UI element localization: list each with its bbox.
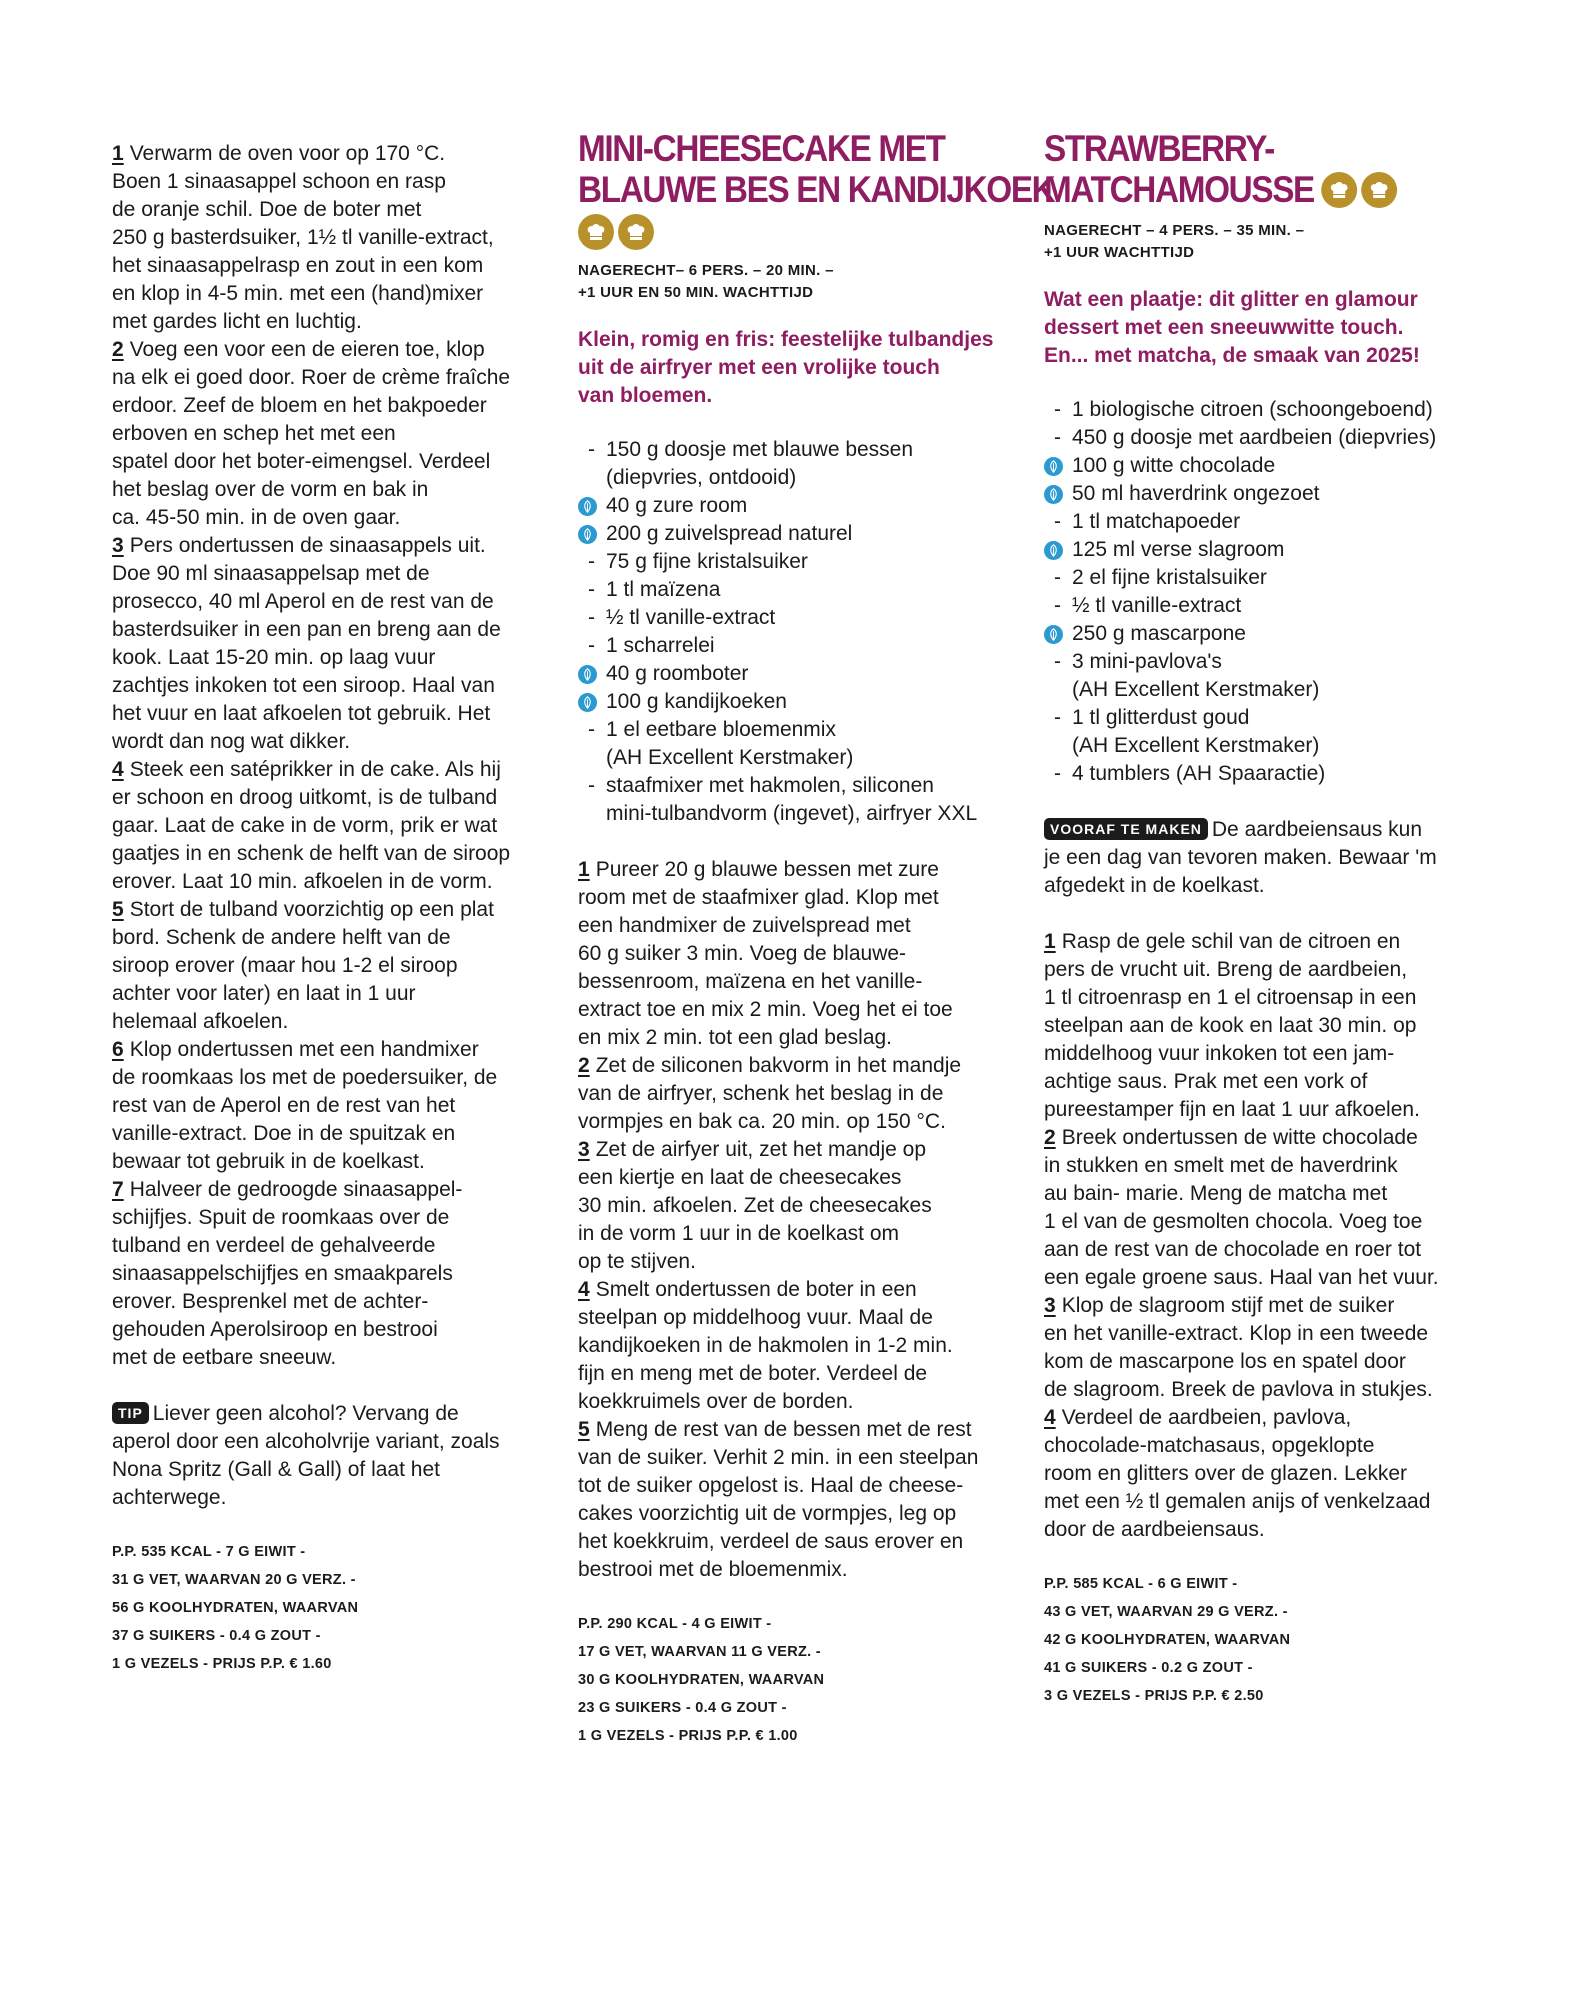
- step-text: Verwarm de oven voor op 170 °C. Boen 1 sinaasappel schoon en rasp de oranje schil. Doe de boter met 250 g basterdsuiker, 1½ tl vanille-extract, het sinaasappelrasp en zout in een kom en klop in 4-5 min. met een (hand)mixer met gardes licht en luchtig.: [112, 142, 494, 333]
- list-bullet: -: [588, 606, 595, 629]
- steps-list: [112, 140, 542, 1372]
- step: 4 Verdeel de aardbeien, pavlova, chocolade-matchasaus, opgeklopte room en glitters over de glazen. Lekker met een ½ tl gemalen anijs of venkelzaad door de aardbeiensaus.: [1044, 1406, 1431, 1541]
- ingredient-item: [1044, 396, 1484, 424]
- ingredient-text: 1 el eetbare bloemenmix: [606, 718, 836, 741]
- step: 5 Meng de rest van de bessen met de rest van de suiker. Verhit 2 min. in een steelpan tot de suiker opgelost is. Haal de cheese- cakes voorzichtig uit de vormpjes, leg op het koekkruim, verdeel de saus erover en bestrooi met de bloemenmix.: [578, 1418, 979, 1581]
- tip: [112, 1400, 542, 1512]
- nutrition-info: P.P. 535 KCAL - 7 G EIWIT - 31 G VET, WAARVAN 20 G VERZ. - 56 G KOOLHYDRATEN, WAARVAN 37 G SUIKERS - 0.4 G ZOUT - 1 G VEZELS - PRIJS P.P. € 1.60: [112, 1544, 359, 1672]
- prep-ahead-note: [1044, 816, 1484, 900]
- list-bullet: -: [588, 774, 595, 797]
- ingredient-item: [578, 744, 1018, 772]
- ingredient-text: 1 tl matchapoeder: [1072, 510, 1241, 533]
- step-text: Pers ondertussen de sinaasappels uit. Doe 90 ml sinaasappelsap met de prosecco, 40 ml Aperol en de rest van de basterdsuiker in een pan en breng aan de kook. Laat 15-20 min. op laag vuur zachtjes inkoken tot een siroop. Haal van het vuur en laat afkoelen tot gebruik. Het wordt dan nog wat dikker.: [112, 534, 501, 753]
- step-text: Voeg een voor een de eieren toe, klop na elk ei goed door. Roer de crème fraîche erdoor. Zeef de bloem en het bakpoeder erboven en schep het met een spatel door het boter-eimengsel. Verdeel het beslag over de vorm en bak in ca. 45-50 min. in de oven gaar.: [112, 338, 511, 529]
- ingredients-list: [578, 436, 1018, 828]
- recipe-title: STRAWBERRY- MATCHAMOUSSE: [1044, 128, 1440, 210]
- list-bullet: -: [588, 438, 595, 461]
- steps-list: [578, 856, 1018, 1584]
- recipe-column-3: [1044, 128, 1484, 1710]
- recipe-intro: Klein, romig en fris: feestelijke tulbandjes uit de airfryer met een vrolijke touch van bloemen.: [578, 328, 994, 407]
- list-bullet: -: [588, 550, 595, 573]
- ingredient-text: 4 tumblers (AH Spaaractie): [1072, 762, 1326, 785]
- leaf-icon: [1044, 541, 1063, 560]
- list-bullet: -: [1054, 398, 1061, 421]
- prep-ahead-badge: VOORAF TE MAKEN: [1044, 818, 1208, 840]
- ingredient-text: (AH Excellent Kerstmaker): [1072, 734, 1320, 757]
- ingredient-text: (diepvries, ontdooid): [606, 466, 797, 489]
- ingredient-item: [578, 492, 1018, 520]
- difficulty-rating: [1321, 172, 1397, 208]
- ingredients-list: [1044, 396, 1484, 788]
- ingredient-item: [1044, 592, 1484, 620]
- ingredient-item: [1044, 480, 1484, 508]
- ingredient-text: (AH Excellent Kerstmaker): [1072, 678, 1320, 701]
- ingredient-text: ½ tl vanille-extract: [606, 606, 776, 629]
- step: 1 Pureer 20 g blauwe bessen met zure room met de staafmixer glad. Klop met een handmixer de zuivelspread met 60 g suiker 3 min. Voeg de blauwe- bessenroom, maïzena en het vanille- extract toe en mix 2 min. Voeg het ei toe en mix 2 min. tot een glad beslag.: [578, 858, 953, 1049]
- ingredient-item: [578, 660, 1018, 688]
- step-text: Breek ondertussen de witte chocolade in stukken en smelt met de haverdrink au bain- marie. Meng de matcha met 1 el van de gesmolten chocola. Voeg toe aan de rest van de chocolade en roer tot een egale groene saus. Haal van het vuur.: [1044, 1126, 1439, 1289]
- ingredient-text: 2 el fijne kristalsuiker: [1072, 566, 1267, 589]
- ingredient-text: 75 g fijne kristalsuiker: [606, 550, 808, 573]
- ingredient-text: 1 tl glitterdust goud: [1072, 706, 1250, 729]
- ingredient-item: [1044, 564, 1484, 592]
- tip-text: Liever geen alcohol? Vervang de aperol door een alcoholvrije variant, zoals Nona Spritz (Gall & Gall) of laat het achterwege.: [112, 1402, 500, 1509]
- chef-hat-icon: [618, 214, 654, 250]
- ingredient-item: [1044, 760, 1484, 788]
- chef-hat-icon: [1361, 172, 1397, 208]
- leaf-icon: [1044, 485, 1063, 504]
- ingredient-item: [1044, 676, 1484, 704]
- leaf-icon: [1044, 457, 1063, 476]
- list-bullet: -: [1054, 426, 1061, 449]
- ingredient-item: [1044, 508, 1484, 536]
- ingredient-text: 50 ml haverdrink ongezoet: [1072, 482, 1320, 505]
- step-text: Halveer de gedroogde sinaasappel- schijfjes. Spuit de roomkaas over de tulband en verdeel de gehalveerde sinaasappelschijfjes en smaakparels erover. Besprenkel met de achter- gehouden Aperolsiroop en bestrooi met de eetbare sneeuw.: [112, 1178, 463, 1369]
- list-bullet: -: [1054, 566, 1061, 589]
- recipe-intro: Wat een plaatje: dit glitter en glamour dessert met een sneeuwwitte touch. En... met matcha, de smaak van 2025!: [1044, 288, 1420, 367]
- step: 6 Klop ondertussen met een handmixer de roomkaas los met de poedersuiker, de rest van de Aperol en de rest van het vanille-extract. Doe in de spuitzak en bewaar tot gebruik in de koelkast.: [112, 1038, 498, 1173]
- difficulty-rating: [578, 214, 654, 250]
- step: 3 Klop de slagroom stijf met de suiker en het vanille-extract. Klop in een tweede kom de mascarpone los en spatel door de slagroom. Breek de pavlova in stukjes.: [1044, 1294, 1433, 1401]
- ingredient-item: [1044, 732, 1484, 760]
- ingredient-text: (AH Excellent Kerstmaker): [606, 746, 854, 769]
- ingredient-item: [578, 772, 1018, 800]
- chef-hat-icon: [1321, 172, 1357, 208]
- step: 3 Zet de airfyer uit, zet het mandje op een kiertje en laat de cheesecakes 30 min. afkoelen. Zet de cheesecakes in de vorm 1 uur in de koelkast om op te stijven.: [578, 1138, 932, 1273]
- step-text: Verdeel de aardbeien, pavlova, chocolade-matchasaus, opgeklopte room en glitters over de glazen. Lekker met een ½ tl gemalen anijs of venkelzaad door de aardbeiensaus.: [1044, 1406, 1431, 1541]
- leaf-icon: [578, 497, 597, 516]
- step: 7 Halveer de gedroogde sinaasappel- schijfjes. Spuit de roomkaas over de tulband en verdeel de gehalveerde sinaasappelschijfjes en smaakparels erover. Besprenkel met de achter- gehouden Aperolsiroop en bestrooi met de eetbare sneeuw.: [112, 1178, 463, 1369]
- step: 2 Zet de siliconen bakvorm in het mandje van de airfryer, schenk het beslag in de vormpjes en bak ca. 20 min. op 150 °C.: [578, 1054, 962, 1133]
- ingredient-item: [1044, 704, 1484, 732]
- ingredient-item: [578, 548, 1018, 576]
- ingredient-item: [1044, 536, 1484, 564]
- ingredient-item: [578, 520, 1018, 548]
- ingredient-text: 100 g witte chocolade: [1072, 454, 1276, 477]
- list-bullet: -: [1054, 762, 1061, 785]
- ingredient-text: 200 g zuivelspread naturel: [606, 522, 853, 545]
- ingredient-item: [578, 716, 1018, 744]
- ingredient-text: 3 mini-pavlova's: [1072, 650, 1222, 673]
- step-text: Klop ondertussen met een handmixer de roomkaas los met de poedersuiker, de rest van de Aperol en de rest van het vanille-extract. Doe in de spuitzak en bewaar tot gebruik in de koelkast.: [112, 1038, 498, 1173]
- list-bullet: -: [588, 578, 595, 601]
- ingredient-text: ½ tl vanille-extract: [1072, 594, 1242, 617]
- nutrition-info: P.P. 585 KCAL - 6 G EIWIT - 43 G VET, WAARVAN 29 G VERZ. - 42 G KOOLHYDRATEN, WAARVAN 41 G SUIKERS - 0.2 G ZOUT - 3 G VEZELS - PRIJS P.P. € 2.50: [1044, 1576, 1291, 1704]
- chef-hat-icon: [578, 214, 614, 250]
- list-bullet: -: [1054, 594, 1061, 617]
- tip-badge: TIP: [112, 1402, 149, 1424]
- step: 3 Pers ondertussen de sinaasappels uit. Doe 90 ml sinaasappelsap met de prosecco, 40 ml Aperol en de rest van de basterdsuiker in een pan en breng aan de kook. Laat 15-20 min. op laag vuur zachtjes inkoken tot een siroop. Haal van het vuur en laat afkoelen tot gebruik. Het wordt dan nog wat dikker.: [112, 534, 501, 753]
- ingredient-text: 125 ml verse slagroom: [1072, 538, 1285, 561]
- step-text: Rasp de gele schil van de citroen en pers de vrucht uit. Breng de aardbeien, 1 tl citroenrasp en 1 el citroensap in een steelpan aan de kook en laat 30 min. op middelhoog vuur inkoken tot een jam- achtige saus. Prak met een vork of pureestamper fijn en laat 1 uur afkoelen.: [1044, 930, 1420, 1121]
- ingredient-item: [578, 464, 1018, 492]
- ingredient-item: [1044, 648, 1484, 676]
- ingredient-text: 40 g zure room: [606, 494, 748, 517]
- ingredient-text: 450 g doosje met aardbeien (diepvries): [1072, 426, 1437, 449]
- step-text: Zet de airfyer uit, zet het mandje op een kiertje en laat de cheesecakes 30 min. afkoelen. Zet de cheesecakes in de vorm 1 uur in de koelkast om op te stijven.: [578, 1138, 932, 1273]
- ingredient-text: 100 g kandijkoeken: [606, 690, 787, 713]
- prep-ahead-text: De aardbeiensaus kun je een dag van tevoren maken. Bewaar 'm afgedekt in de koelkast.: [1044, 818, 1437, 897]
- ingredient-text: staafmixer met hakmolen, siliconen: [606, 774, 934, 797]
- ingredient-text: 250 g mascarpone: [1072, 622, 1246, 645]
- ingredient-item: [578, 576, 1018, 604]
- leaf-icon: [578, 665, 597, 684]
- leaf-icon: [578, 693, 597, 712]
- ingredient-text: 1 tl maïzena: [606, 578, 721, 601]
- ingredient-text: 40 g roomboter: [606, 662, 749, 685]
- recipe-title: MINI-CHEESECAKE MET BLAUWE BES EN KANDIJKOEK: [578, 128, 1055, 210]
- ingredient-item: [578, 436, 1018, 464]
- ingredient-item: [578, 604, 1018, 632]
- ingredient-item: [578, 688, 1018, 716]
- recipe-meta: NAGERECHT – 4 PERS. – 35 MIN. – +1 UUR WACHTTIJD: [1044, 222, 1305, 261]
- list-bullet: -: [1054, 510, 1061, 533]
- ingredient-text: mini-tulbandvorm (ingevet), airfryer XXL: [606, 802, 978, 825]
- step-text: Meng de rest van de bessen met de rest van de suiker. Verhit 2 min. in een steelpan tot de suiker opgelost is. Haal de cheese- cakes voorzichtig uit de vormpjes, leg op het koekkruim, verdeel de saus erover en bestrooi met de bloemenmix.: [578, 1418, 979, 1581]
- ingredient-item: [578, 632, 1018, 660]
- list-bullet: -: [588, 634, 595, 657]
- recipe-column-2: [578, 128, 1055, 1750]
- step-text: Klop de slagroom stijf met de suiker en het vanille-extract. Klop in een tweede kom de mascarpone los en spatel door de slagroom. Breek de pavlova in stukjes.: [1044, 1294, 1433, 1401]
- step-text: Steek een satéprikker in de cake. Als hij er schoon en droog uitkomt, is de tulband gaar. Laat de cake in de vorm, prik er wat gaatjes in en schenk de helft van de siroop erover. Laat 10 min. afkoelen in de vorm.: [112, 758, 511, 893]
- ingredient-text: 1 scharrelei: [606, 634, 715, 657]
- step-text: Pureer 20 g blauwe bessen met zure room met de staafmixer glad. Klop met een handmixer de zuivelspread met 60 g suiker 3 min. Voeg de blauwe- bessenroom, maïzena en het vanille- extract toe en mix 2 min. Voeg het ei toe en mix 2 min. tot een glad beslag.: [578, 858, 953, 1049]
- step-text: Smelt ondertussen de boter in een steelpan op middelhoog vuur. Maal de kandijkoeken in de hakmolen in 1-2 min. fijn en meng met de boter. Verdeel de koekkruimels over de borden.: [578, 1278, 953, 1413]
- step: 1 Verwarm de oven voor op 170 °C. Boen 1 sinaasappel schoon en rasp de oranje schil. Doe de boter met 250 g basterdsuiker, 1½ tl vanille-extract, het sinaasappelrasp en zout in een kom en klop in 4-5 min. met een (hand)mixer met gardes licht en luchtig.: [112, 142, 494, 333]
- ingredient-item: [578, 800, 1018, 828]
- list-bullet: -: [1054, 650, 1061, 673]
- step-text: Stort de tulband voorzichtig op een plat bord. Schenk de andere helft van de siroop erover (maar hou 1-2 el siroop achter voor later) en laat in 1 uur helemaal afkoelen.: [112, 898, 494, 1033]
- list-bullet: -: [1054, 706, 1061, 729]
- ingredient-item: [1044, 452, 1484, 480]
- list-bullet: -: [588, 718, 595, 741]
- ingredient-text: 1 biologische citroen (schoongeboend): [1072, 398, 1433, 421]
- ingredient-text: 150 g doosje met blauwe bessen: [606, 438, 914, 461]
- step: 4 Steek een satéprikker in de cake. Als hij er schoon en droog uitkomt, is de tulband gaar. Laat de cake in de vorm, prik er wat gaatjes in en schenk de helft van de siroop erover. Laat 10 min. afkoelen in de vorm.: [112, 758, 511, 893]
- recipe-column-1: [112, 140, 542, 1678]
- step: 2 Voeg een voor een de eieren toe, klop na elk ei goed door. Roer de crème fraîche erdoor. Zeef de bloem en het bakpoeder erboven en schep het met een spatel door het boter-eimengsel. Verdeel het beslag over de vorm en bak in ca. 45-50 min. in de oven gaar.: [112, 338, 511, 529]
- ingredient-item: [1044, 424, 1484, 452]
- step-text: Zet de siliconen bakvorm in het mandje van de airfryer, schenk het beslag in de vormpjes en bak ca. 20 min. op 150 °C.: [578, 1054, 962, 1133]
- leaf-icon: [1044, 625, 1063, 644]
- step: 5 Stort de tulband voorzichtig op een plat bord. Schenk de andere helft van de siroop erover (maar hou 1-2 el siroop achter voor later) en laat in 1 uur helemaal afkoelen.: [112, 898, 494, 1033]
- step: 2 Breek ondertussen de witte chocolade in stukken en smelt met de haverdrink au bain- marie. Meng de matcha met 1 el van de gesmolten chocola. Voeg toe aan de rest van de chocolade en roer tot een egale groene saus. Haal van het vuur.: [1044, 1126, 1439, 1289]
- ingredient-item: [1044, 620, 1484, 648]
- steps-list: [1044, 928, 1484, 1544]
- leaf-icon: [578, 525, 597, 544]
- step: 4 Smelt ondertussen de boter in een steelpan op middelhoog vuur. Maal de kandijkoeken in de hakmolen in 1-2 min. fijn en meng met de boter. Verdeel de koekkruimels over de borden.: [578, 1278, 953, 1413]
- recipe-meta: NAGERECHT– 6 PERS. – 20 MIN. – +1 UUR EN 50 MIN. WACHTTIJD: [578, 262, 834, 301]
- nutrition-info: P.P. 290 KCAL - 4 G EIWIT - 17 G VET, WAARVAN 11 G VERZ. - 30 G KOOLHYDRATEN, WAARVAN 23 G SUIKERS - 0.4 G ZOUT - 1 G VEZELS - PRIJS P.P. € 1.00: [578, 1616, 825, 1744]
- step: 1 Rasp de gele schil van de citroen en pers de vrucht uit. Breng de aardbeien, 1 tl citroenrasp en 1 el citroensap in een steelpan aan de kook en laat 30 min. op middelhoog vuur inkoken tot een jam- achtige saus. Prak met een vork of pureestamper fijn en laat 1 uur afkoelen.: [1044, 930, 1420, 1121]
